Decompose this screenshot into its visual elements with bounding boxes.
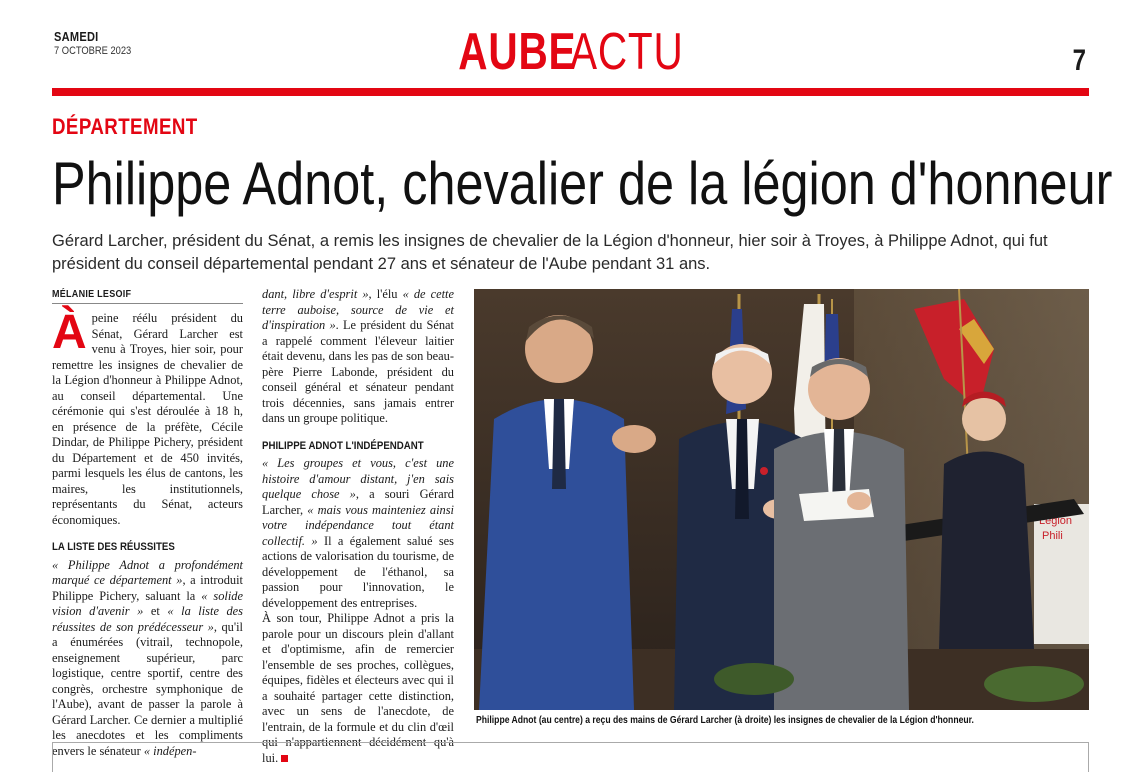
photo-caption: Philippe Adnot (au centre) a reçu des mains de Gérard Larcher (à droite) les insignes de chevalier de la Légion d'honneur. bbox=[476, 714, 974, 726]
text: Il a également salué ses actions de valorisation du tourisme, de développement de l'éthanol, sa passion pour l'innovation, le développement des entreprises. bbox=[262, 533, 454, 610]
masthead-light: ACTU bbox=[569, 23, 684, 81]
article-lead: Gérard Larcher, président du Sénat, a remis les insignes de chevalier de la Légion d'honneur, hier soir à Troyes, à Philippe Adnot, qui fut président du conseil départemental pendant 27 ans et sénateur de l'Aube pendant 31 ans. bbox=[52, 232, 1048, 273]
paragraph-larcher bbox=[262, 287, 454, 427]
quote: « Philippe Adnot a profondément marqué ce département » bbox=[52, 557, 243, 587]
rubric-label: DÉPARTEMENT bbox=[52, 114, 198, 139]
text: et bbox=[143, 604, 168, 618]
subheading-independant: PHILIPPE ADNOT L'INDÉPENDANT bbox=[262, 439, 424, 452]
section-masthead bbox=[0, 23, 1140, 81]
paragraph-intro bbox=[52, 306, 243, 528]
issue-day: SAMEDI bbox=[54, 29, 99, 44]
next-article-box bbox=[52, 742, 1089, 772]
header-divider bbox=[52, 88, 1089, 96]
author-byline: MÉLANIE LESOIF bbox=[52, 289, 132, 300]
article-column-1 bbox=[52, 306, 243, 759]
paragraph-intro-text: peine réélu président du Sénat, Gérard Larcher est venu à Troyes, hier soir, pour remettre les insignes de chevalier de la Légion d'honneur à Philippe Adnot, au conseil départemental. Une cérémonie qui s'est déroulée à 18 h, en présence de la préfète, Cécile Dindar, de Philippe Pichery, président du Département et de 450 invités, parmi lesquels les élus de cantons, les maires, les institutionnels, représentants du Sénat, acteurs économiques. bbox=[52, 311, 243, 527]
drop-cap: À bbox=[52, 306, 87, 359]
byline-divider bbox=[52, 303, 243, 304]
quote: dant, libre d'esprit » bbox=[262, 287, 369, 301]
text: , l'élu bbox=[368, 287, 403, 301]
page-number: 7 bbox=[1072, 44, 1087, 77]
lectern-sign-text: Légion bbox=[1039, 515, 1073, 527]
text: , a souri Gérard Larcher, bbox=[262, 487, 454, 517]
photo-illustration bbox=[474, 289, 1089, 710]
quote: « solide vision d'avenir » bbox=[52, 588, 243, 618]
masthead-bold: AUBE bbox=[458, 23, 577, 81]
text: , a introduit Philippe Pichery, saluant la bbox=[52, 573, 243, 603]
text: À son tour, Philippe Adnot a pris la parole pour un discours plein d'allant et d'optimisme, afin de remercier l'ensemble de ses proches, collègues, équipes, fidèles et électeurs avec qui il a souhaité partager cette distinction, avec un sens de l'anecdote, de l'entrain, de la formule et du clin d'œil qui n'appartiennent décidément qu'à lui. bbox=[262, 611, 454, 765]
quote: « de cette terre auboise, source de vie et d'inspiration » bbox=[262, 287, 454, 332]
quote: « indépen- bbox=[143, 743, 197, 758]
text: , qu'il a énumérées (vitrail, technopole, enseignement supérieur, parc logistique, centre sportif, centre des congrès, orchestre symphonique de l'Aube), avant de passer la parole à Gérard Larcher. Ce dernier a multiplié les anecdotes et les compliments envers le sénateur bbox=[52, 619, 243, 758]
quote: « mais vous mainteniez ainsi votre indépendance tout étant collectif. » bbox=[262, 502, 454, 548]
quote: « la liste des réussites de son prédécesseur » bbox=[52, 604, 243, 634]
text: . Le président du Sénat a rappelé comment l'éleveur laitier était devenu, dans les pas de son beau-père Pierre Labonde, président du conseil général et sénateur pendant trois décennies, sans jamais entrer dans un groupe politique. bbox=[262, 318, 454, 425]
article-column-2 bbox=[262, 287, 454, 766]
article-photo bbox=[474, 289, 1089, 710]
subheading-reussites: LA LISTE DES RÉUSSITES bbox=[52, 541, 175, 553]
paragraph-groupes bbox=[262, 456, 454, 611]
quote: « Les groupes et vous, c'est une histoire d'amour distant, j'en sais quelque chose » bbox=[262, 456, 454, 501]
lectern-sign-text-2: Phili bbox=[1042, 530, 1063, 542]
paragraph-pichery bbox=[52, 558, 243, 760]
issue-date: 7 OCTOBRE 2023 bbox=[54, 45, 132, 57]
article-headline: Philippe Adnot, chevalier de la légion d'honneur bbox=[52, 150, 1113, 217]
